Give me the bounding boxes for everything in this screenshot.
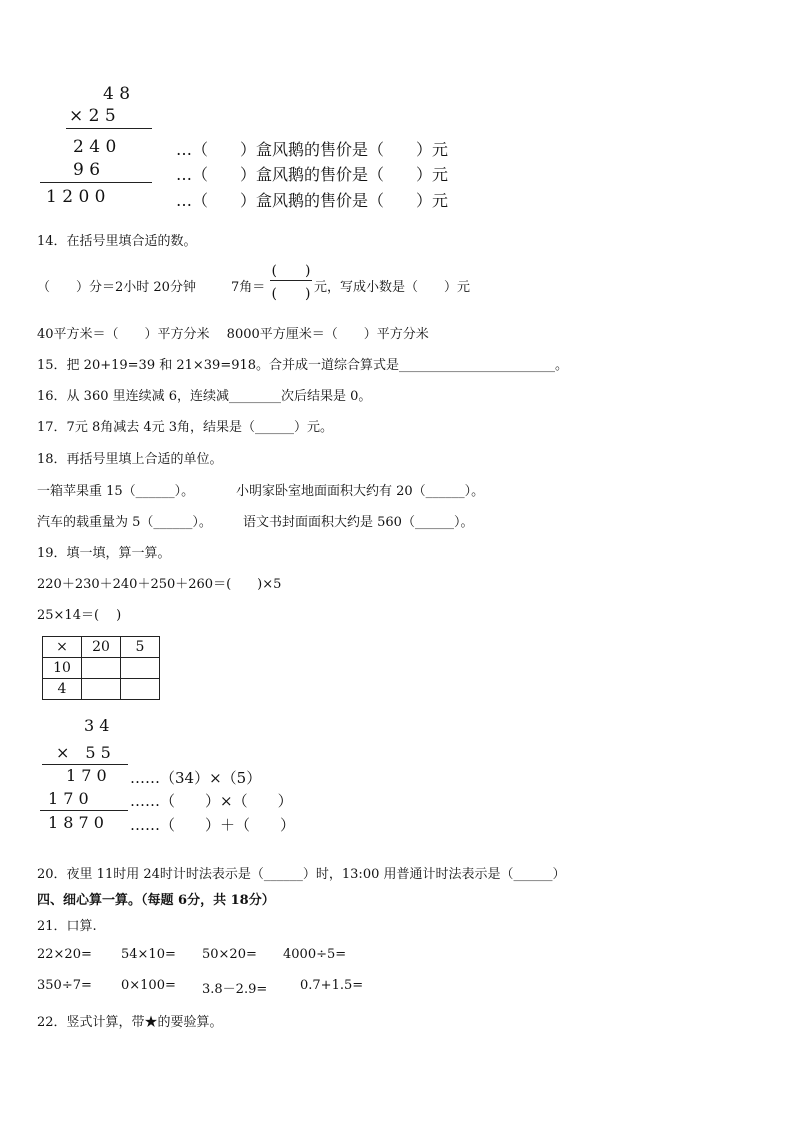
q21-r1-4: 4000÷5=	[283, 947, 347, 962]
fraction-denominator: ( )	[271, 286, 311, 302]
mult2-note3: ……（ ）＋（ ）	[130, 816, 296, 834]
q16: 16．从 360 里连续减 6，连续减________次后结果是 0。	[37, 389, 372, 404]
q19-line1: 220＋230＋240＋250＋260＝( )×5	[37, 577, 282, 592]
q18-line2a: 汽车的载重量为 5（______）。	[37, 515, 212, 530]
q18-line1a: 一箱苹果重 15（______）。	[37, 484, 195, 499]
section-4-heading: 四、细心算一算。（每题 6分，共 18分）	[37, 893, 275, 908]
mult1-note1: …（ ）盒风鹅的售价是（ ）元	[176, 140, 449, 159]
mult1-note3: …（ ）盒风鹅的售价是（ ）元	[176, 191, 449, 210]
mult2-partial1: 1 7 0	[66, 766, 107, 785]
q14-line2: 40平方米＝（ ）平方分米 8000平方厘米＝（ ）平方分米	[37, 327, 429, 342]
mult1-top: 4 8	[103, 84, 131, 104]
mult1-result: 1 2 0 0	[46, 187, 106, 207]
mult2-rule1	[42, 764, 128, 765]
q21-r1-1: 22×20=	[37, 947, 92, 962]
q18-line1b: 小明家卧室地面面积大约有 20（______）。	[236, 484, 485, 499]
grid-cell	[82, 679, 121, 700]
grid-cell	[121, 658, 160, 679]
fraction-numerator: ( )	[271, 263, 311, 279]
mult2-second: × 5 5	[56, 743, 111, 762]
grid-cell	[82, 658, 121, 679]
mult2-rule2	[40, 810, 128, 811]
mult2-top: 3 4	[84, 716, 110, 735]
mult1-partial2: 9 6	[73, 160, 101, 180]
mult1-note2: …（ ）盒风鹅的售价是（ ）元	[176, 165, 449, 184]
fraction-bar	[270, 280, 312, 281]
grid-cell: ×	[43, 637, 82, 658]
mult1-rule1	[66, 128, 152, 129]
grid-cell: 5	[121, 637, 160, 658]
q20: 20．夜里 11时用 24时计时法表示是（______）时，13:00 用普通计时法表示是（______）	[37, 867, 566, 882]
mult2-partial2: 1 7 0	[48, 789, 89, 808]
q19-title: 19．填一填，算一算。	[37, 546, 171, 561]
q14-line1a: （ ）分＝2小时 20分钟	[37, 280, 196, 295]
grid-cell: 4	[43, 679, 82, 700]
q14-title: 14．在括号里填合适的数。	[37, 234, 197, 249]
grid-cell: 20	[82, 637, 121, 658]
mult1-rule2	[40, 182, 152, 183]
q21-title: 21．口算.	[37, 919, 97, 934]
q22: 22．竖式计算，带★的要验算。	[37, 1015, 223, 1030]
q19-line2: 25×14＝( )	[37, 608, 122, 623]
mult2-result: 1 8 7 0	[48, 813, 104, 832]
grid-cell: 10	[43, 658, 82, 679]
mult1-second: × 2 5	[69, 106, 116, 126]
q15: 15．把 20+19=39 和 21×39=918。合并成一道综合算式是________________________。	[37, 358, 569, 373]
q17: 17．7元 8角减去 4元 3角，结果是（______）元。	[37, 420, 334, 435]
q18-line2b: 语文书封面面积大约是 560（______）。	[243, 515, 474, 530]
grid-cell	[121, 679, 160, 700]
q21-r2-2: 0×100=	[121, 978, 176, 993]
q18-title: 18．再括号里填上合适的单位。	[37, 452, 223, 467]
q21-r1-2: 54×10=	[121, 947, 176, 962]
q21-r2-3: 3.8－2.9=	[202, 982, 268, 997]
q14-line1c: 元，写成小数是（ ）元	[314, 280, 471, 295]
q21-r2-1: 350÷7=	[37, 978, 92, 993]
mult2-note2: ……（ ）×（ ）	[130, 792, 293, 810]
mult1-partial1: 2 4 0	[73, 137, 117, 157]
q21-r1-3: 50×20=	[202, 947, 257, 962]
mult2-note1: ……（34）×（5）	[130, 769, 262, 787]
q14-line1b: 7角＝	[231, 280, 266, 295]
multiplication-grid	[42, 636, 160, 700]
q21-r2-4: 0.7+1.5=	[300, 978, 364, 993]
